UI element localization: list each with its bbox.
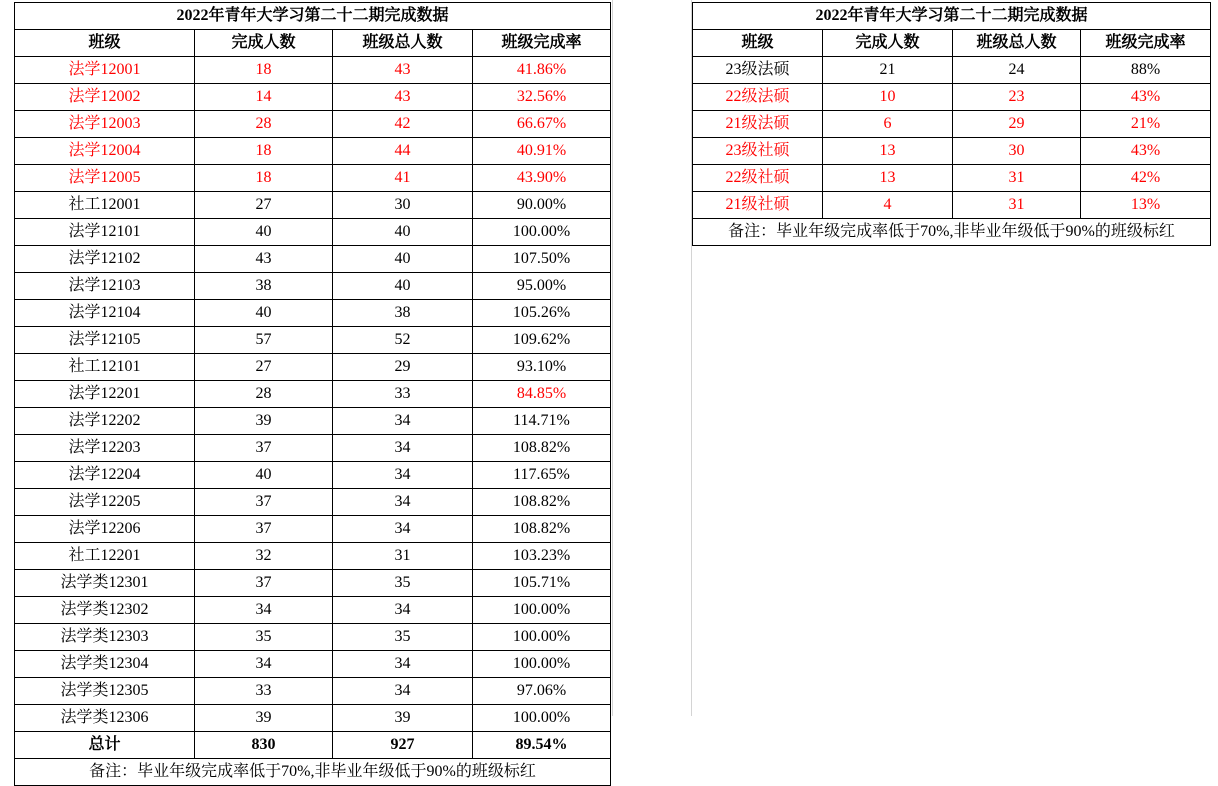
cell-completion-rate[interactable]: 108.82%: [473, 489, 611, 516]
table-row[interactable]: [15, 165, 611, 192]
table-row[interactable]: [15, 273, 611, 300]
cell-class-name[interactable]: 23级法硕: [693, 57, 823, 84]
cell-completed-count[interactable]: 18: [195, 165, 333, 192]
cell-completion-rate[interactable]: 43%: [1081, 84, 1211, 111]
cell-completed-count[interactable]: 33: [195, 678, 333, 705]
cell-completed-count[interactable]: 13: [823, 138, 953, 165]
cell-total-count[interactable]: 34: [333, 435, 473, 462]
table-row[interactable]: [15, 435, 611, 462]
cell-total-count[interactable]: 31: [953, 165, 1081, 192]
note-row: [15, 759, 611, 786]
cell-total-count[interactable]: 34: [333, 678, 473, 705]
cell-completed-count[interactable]: 40: [195, 219, 333, 246]
table-row[interactable]: [15, 597, 611, 624]
cell-class-name[interactable]: 法学类12305: [15, 678, 195, 705]
left-data-table: [14, 2, 611, 786]
column-header: 班级完成率: [1081, 30, 1211, 57]
cell-completion-rate[interactable]: 107.50%: [473, 246, 611, 273]
cell-completed-count[interactable]: 34: [195, 651, 333, 678]
cell-completion-rate[interactable]: 100.00%: [473, 597, 611, 624]
cell-total-count[interactable]: 30: [333, 192, 473, 219]
cell-completion-rate[interactable]: 114.71%: [473, 408, 611, 435]
table-note: 备注：毕业年级完成率低于70%,非毕业年级低于90%的班级标红: [693, 219, 1211, 246]
cell-completion-rate[interactable]: 117.65%: [473, 462, 611, 489]
cell-total-count[interactable]: 31: [333, 543, 473, 570]
table-row[interactable]: [693, 165, 1211, 192]
cell-completion-rate[interactable]: 105.26%: [473, 300, 611, 327]
cell-total-count[interactable]: 41: [333, 165, 473, 192]
cell-completion-rate[interactable]: 43%: [1081, 138, 1211, 165]
cell-completed-count[interactable]: 27: [195, 192, 333, 219]
cell-completed-count[interactable]: 40: [195, 300, 333, 327]
cell-class-name[interactable]: 法学12102: [15, 246, 195, 273]
cell-class-name[interactable]: 法学12201: [15, 381, 195, 408]
cell-total-people[interactable]: 927: [333, 732, 473, 759]
header-row: [693, 30, 1211, 57]
cell-completed-count[interactable]: 57: [195, 327, 333, 354]
cell-total-count[interactable]: 44: [333, 138, 473, 165]
cell-total-count[interactable]: 34: [333, 597, 473, 624]
cell-class-name[interactable]: 法学12103: [15, 273, 195, 300]
cell-class-name[interactable]: 法学12004: [15, 138, 195, 165]
cell-class-name[interactable]: 21级社硕: [693, 192, 823, 219]
left-table-block: [14, 2, 611, 786]
cell-class-name[interactable]: 法学12202: [15, 408, 195, 435]
table-row[interactable]: [15, 57, 611, 84]
column-header: 班级: [693, 30, 823, 57]
cell-total-rate[interactable]: 89.54%: [473, 732, 611, 759]
table-row[interactable]: [15, 111, 611, 138]
cell-class-name[interactable]: 法学12104: [15, 300, 195, 327]
cell-completed-count[interactable]: 39: [195, 705, 333, 732]
right-table-block: [692, 2, 1211, 246]
cell-completion-rate[interactable]: 108.82%: [473, 435, 611, 462]
cell-completion-rate[interactable]: 13%: [1081, 192, 1211, 219]
column-header: 完成人数: [823, 30, 953, 57]
cell-class-name[interactable]: 法学12205: [15, 489, 195, 516]
cell-class-name[interactable]: 社工12001: [15, 192, 195, 219]
table-row[interactable]: [15, 408, 611, 435]
cell-completion-rate[interactable]: 32.56%: [473, 84, 611, 111]
column-header: 班级总人数: [953, 30, 1081, 57]
cell-total-count[interactable]: 29: [333, 354, 473, 381]
header-row: [15, 30, 611, 57]
table-row[interactable]: [15, 516, 611, 543]
cell-completion-rate[interactable]: 103.23%: [473, 543, 611, 570]
cell-completion-rate[interactable]: 90.00%: [473, 192, 611, 219]
cell-completed-count[interactable]: 10: [823, 84, 953, 111]
cell-completed-count[interactable]: 18: [195, 57, 333, 84]
title-row: [693, 3, 1211, 30]
cell-completion-rate[interactable]: 88%: [1081, 57, 1211, 84]
cell-class-name[interactable]: 法学12206: [15, 516, 195, 543]
table-row[interactable]: [15, 327, 611, 354]
cell-total-count[interactable]: 35: [333, 624, 473, 651]
cell-class-name[interactable]: 社工12101: [15, 354, 195, 381]
cell-class-name[interactable]: 法学12001: [15, 57, 195, 84]
cell-total-count[interactable]: 34: [333, 516, 473, 543]
cell-total-count[interactable]: 40: [333, 219, 473, 246]
table-note: 备注：毕业年级完成率低于70%,非毕业年级低于90%的班级标红: [15, 759, 611, 786]
cell-class-name[interactable]: 21级法硕: [693, 111, 823, 138]
cell-completed-count[interactable]: 14: [195, 84, 333, 111]
table-row[interactable]: [15, 219, 611, 246]
cell-completed-count[interactable]: 43: [195, 246, 333, 273]
cell-total-count[interactable]: 43: [333, 84, 473, 111]
table-row[interactable]: [15, 192, 611, 219]
cell-total-count[interactable]: 30: [953, 138, 1081, 165]
cell-completed-count[interactable]: 6: [823, 111, 953, 138]
cell-completion-rate[interactable]: 108.82%: [473, 516, 611, 543]
cell-completed-count[interactable]: 13: [823, 165, 953, 192]
cell-completion-rate[interactable]: 66.67%: [473, 111, 611, 138]
cell-completion-rate[interactable]: 100.00%: [473, 651, 611, 678]
cell-completion-rate[interactable]: 40.91%: [473, 138, 611, 165]
cell-total-count[interactable]: 34: [333, 489, 473, 516]
table-row[interactable]: [15, 489, 611, 516]
cell-class-name[interactable]: 法学类12304: [15, 651, 195, 678]
cell-total-count[interactable]: 31: [953, 192, 1081, 219]
spacer-column: [612, 0, 692, 716]
table-row[interactable]: [15, 246, 611, 273]
cell-class-name[interactable]: 法学12101: [15, 219, 195, 246]
cell-class-name[interactable]: 社工12201: [15, 543, 195, 570]
table-title: 2022年青年大学习第二十二期完成数据: [15, 3, 611, 30]
cell-completed-count[interactable]: 38: [195, 273, 333, 300]
cell-completed-count[interactable]: 32: [195, 543, 333, 570]
cell-class-name[interactable]: 法学类12306: [15, 705, 195, 732]
table-row[interactable]: [693, 111, 1211, 138]
cell-total-count[interactable]: 39: [333, 705, 473, 732]
right-data-table: [692, 2, 1211, 246]
cell-completed-count[interactable]: 37: [195, 435, 333, 462]
cell-completed-count[interactable]: 37: [195, 516, 333, 543]
cell-total-count[interactable]: 33: [333, 381, 473, 408]
cell-class-name[interactable]: 23级社硕: [693, 138, 823, 165]
cell-completed-count[interactable]: 34: [195, 597, 333, 624]
cell-total-count[interactable]: 29: [953, 111, 1081, 138]
cell-class-name[interactable]: 22级法硕: [693, 84, 823, 111]
cell-class-name[interactable]: 22级社硕: [693, 165, 823, 192]
cell-class-name[interactable]: 法学12003: [15, 111, 195, 138]
cell-completion-rate[interactable]: 100.00%: [473, 219, 611, 246]
cell-completion-rate[interactable]: 100.00%: [473, 624, 611, 651]
cell-class-name[interactable]: 法学类12303: [15, 624, 195, 651]
cell-total-count[interactable]: 34: [333, 651, 473, 678]
cell-completion-rate[interactable]: 100.00%: [473, 705, 611, 732]
table-row[interactable]: [15, 381, 611, 408]
cell-completion-rate[interactable]: 105.71%: [473, 570, 611, 597]
column-header: 班级总人数: [333, 30, 473, 57]
column-header: 班级: [15, 30, 195, 57]
cell-class-name[interactable]: 法学12002: [15, 84, 195, 111]
cell-completion-rate[interactable]: 21%: [1081, 111, 1211, 138]
cell-total-count[interactable]: 23: [953, 84, 1081, 111]
cell-class-name[interactable]: 法学12204: [15, 462, 195, 489]
cell-completion-rate[interactable]: 43.90%: [473, 165, 611, 192]
cell-completion-rate[interactable]: 109.62%: [473, 327, 611, 354]
note-row: [693, 219, 1211, 246]
table-row[interactable]: [15, 705, 611, 732]
cell-class-name[interactable]: 法学类12302: [15, 597, 195, 624]
table-row[interactable]: [15, 84, 611, 111]
cell-total-count[interactable]: 40: [333, 273, 473, 300]
cell-completed-count[interactable]: 28: [195, 381, 333, 408]
cell-total-count[interactable]: 34: [333, 462, 473, 489]
cell-total-label[interactable]: 总计: [15, 732, 195, 759]
cell-completed-count[interactable]: 4: [823, 192, 953, 219]
cell-completed-count[interactable]: 21: [823, 57, 953, 84]
cell-completion-rate[interactable]: 41.86%: [473, 57, 611, 84]
cell-completed-count[interactable]: 40: [195, 462, 333, 489]
cell-completed-count[interactable]: 35: [195, 624, 333, 651]
table-row[interactable]: [15, 570, 611, 597]
cell-total-count[interactable]: 38: [333, 300, 473, 327]
cell-total-count[interactable]: 35: [333, 570, 473, 597]
table-row[interactable]: [693, 192, 1211, 219]
cell-total-count[interactable]: 42: [333, 111, 473, 138]
table-row[interactable]: [15, 354, 611, 381]
table-row[interactable]: [15, 138, 611, 165]
table-row[interactable]: [15, 543, 611, 570]
cell-completion-rate[interactable]: 93.10%: [473, 354, 611, 381]
table-row[interactable]: [15, 651, 611, 678]
cell-completion-rate[interactable]: 84.85%: [473, 381, 611, 408]
table-row[interactable]: [15, 624, 611, 651]
total-row[interactable]: [15, 732, 611, 759]
cell-class-name[interactable]: 法学12105: [15, 327, 195, 354]
cell-completion-rate[interactable]: 42%: [1081, 165, 1211, 192]
cell-total-count[interactable]: 24: [953, 57, 1081, 84]
column-header: 完成人数: [195, 30, 333, 57]
cell-total-count[interactable]: 40: [333, 246, 473, 273]
cell-completed-count[interactable]: 27: [195, 354, 333, 381]
table-title: 2022年青年大学习第二十二期完成数据: [693, 3, 1211, 30]
cell-class-name[interactable]: 法学类12301: [15, 570, 195, 597]
table-row[interactable]: [693, 138, 1211, 165]
cell-total-count[interactable]: 52: [333, 327, 473, 354]
cell-class-name[interactable]: 法学12203: [15, 435, 195, 462]
table-row[interactable]: [693, 84, 1211, 111]
cell-completed-count[interactable]: 37: [195, 489, 333, 516]
column-header: 班级完成率: [473, 30, 611, 57]
cell-completed-count[interactable]: 37: [195, 570, 333, 597]
cell-total-completed[interactable]: 830: [195, 732, 333, 759]
cell-completed-count[interactable]: 39: [195, 408, 333, 435]
cell-completed-count[interactable]: 18: [195, 138, 333, 165]
table-row[interactable]: [15, 678, 611, 705]
cell-completion-rate[interactable]: 97.06%: [473, 678, 611, 705]
cell-total-count[interactable]: 34: [333, 408, 473, 435]
title-row: [15, 3, 611, 30]
cell-completion-rate[interactable]: 95.00%: [473, 273, 611, 300]
table-row[interactable]: [693, 57, 1211, 84]
table-row[interactable]: [15, 300, 611, 327]
table-row[interactable]: [15, 462, 611, 489]
cell-class-name[interactable]: 法学12005: [15, 165, 195, 192]
cell-total-count[interactable]: 43: [333, 57, 473, 84]
cell-completed-count[interactable]: 28: [195, 111, 333, 138]
